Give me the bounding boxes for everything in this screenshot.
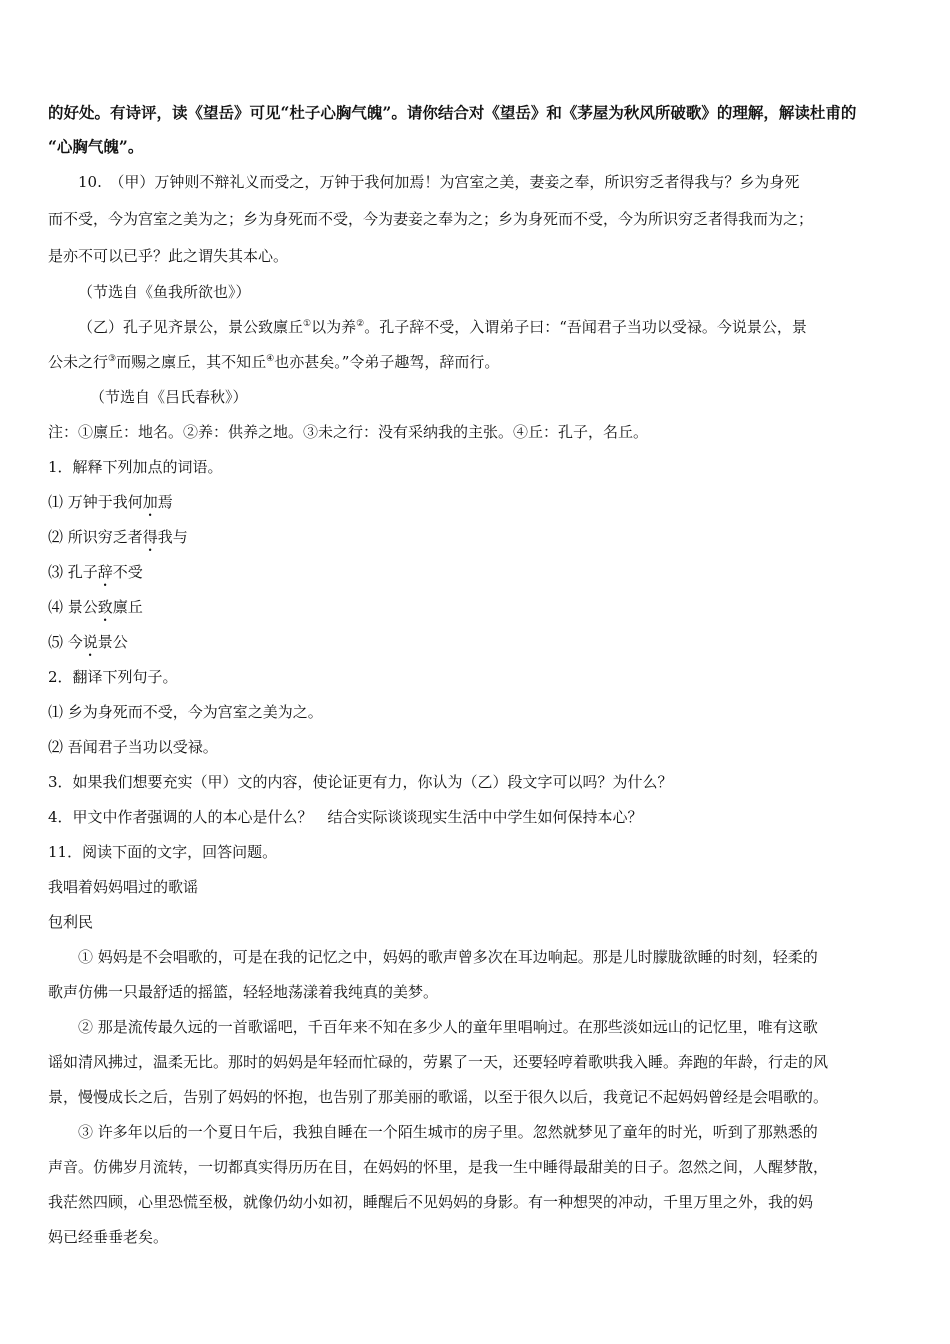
yi-text-a: （乙）孔子见齐景公，景公致廪丘	[78, 318, 304, 336]
q10-q1-item-2	[48, 520, 908, 555]
q10-q1-item-1	[48, 485, 908, 520]
q10-q1-item-4	[48, 590, 908, 625]
item-text: 焉	[157, 493, 173, 511]
q10-jia-line-3: 是亦不可以已乎？此之谓失其本心。	[48, 247, 289, 265]
dotted-word: 得	[142, 528, 158, 546]
footnote-mark-4: ④	[266, 354, 275, 364]
yi-text-c: 。孔子辞不受，入谓弟子曰：“吾闻君子当功以受禄。今说景公，景	[364, 318, 807, 336]
q10-yi-source: （节选自《吕氏春秋》）	[90, 388, 248, 406]
item-text: ⑷ 景公	[48, 598, 98, 616]
article-p2-line-3: 景，慢慢成长之后，告别了妈妈的怀抱，也告别了那美丽的歌谣，以至于很久以后，我竟记不起妈妈曾经是会唱歌的。	[48, 1088, 829, 1106]
item-text: 景公	[97, 633, 128, 651]
footnote-mark-2: ②	[356, 319, 365, 329]
article-title: 我唱着妈妈唱过的歌谣	[48, 878, 199, 896]
item-text: 廪丘	[112, 598, 143, 616]
q10-question-3: 3．如果我们想要充实（甲）文的内容，使论证更有力，你认为（乙）段文字可以吗？为什么？	[48, 773, 673, 791]
q10-q2-item-2: ⑵ 吾闻君子当功以受禄。	[48, 738, 218, 756]
q10-question-2: 2．翻译下列句子。	[48, 668, 178, 686]
q10-question-4: 4．甲文中作者强调的人的本心是什么？ 结合实际谈谈现实生活中中学生如何保持本心？	[48, 808, 643, 826]
article-p2-line-1: ② 那是流传最久远的一首歌谣吧，千百年来不知在多少人的童年里唱响过。在那些淡如远山的记忆里，唯有这歌	[78, 1018, 818, 1036]
item-text: 我与	[157, 528, 188, 546]
footnote-mark-3: ③	[108, 354, 117, 364]
yi-text-d: 公未之行	[48, 353, 109, 371]
q10-jia-line-1: 10. （甲）万钟则不辩礼义而受之，万钟于我何加焉！为宫室之美，妻妾之奉，所识穷乏者得我与？乡为身死	[78, 173, 800, 191]
article-p1-line-1: ① 妈妈是不会唱歌的，可是在我的记忆之中，妈妈的歌声曾多次在耳边响起。那是儿时朦胧欲睡的时刻，轻柔的	[78, 948, 818, 966]
item-text: ⑵ 所识穷乏者	[48, 528, 143, 546]
item-text: ⑴ 万钟于我何	[48, 493, 143, 511]
dotted-word: 说	[82, 633, 98, 651]
article-p1-line-2: 歌声仿佛一只最舒适的摇篮，轻轻地荡漾着我纯真的美梦。	[48, 983, 439, 1001]
q10-q1-item-3	[48, 555, 908, 590]
exam-page	[48, 96, 908, 1255]
q10-question-1: 1．解释下列加点的词语。	[48, 458, 223, 476]
q10-yi-line-1	[48, 310, 908, 345]
q10-yi-line-2	[48, 345, 908, 380]
q10-q2-item-1: ⑴ 乡为身死而不受，今为宫室之美为之。	[48, 703, 323, 721]
article-p3-line-2: 声音。仿佛岁月流转，一切都真实得历历在目，在妈妈的怀里，是我一生中睡得最甜美的日子。忽然之间，人醒梦散，	[48, 1158, 829, 1176]
dotted-word: 辞	[97, 563, 113, 581]
q11-intro: 11．阅读下面的文字，回答问题。	[48, 843, 278, 861]
q10-q1-item-5	[48, 625, 908, 660]
article-p3-line-3: 我茫然四顾，心里恐慌至极，就像仍幼小如初，睡醒后不见妈妈的身影。有一种想哭的冲动，千里万里之外，我的妈	[48, 1193, 814, 1211]
item-text: 不受	[112, 563, 143, 581]
q10-note: 注：①廪丘：地名。②养：供养之地。③未之行：没有采纳我的主张。④丘：孔子，名丘。	[48, 423, 649, 441]
yi-text-f: 也亦甚矣。”令弟子趣驾，辞而行。	[274, 353, 500, 371]
article-p3-line-4: 妈已经垂垂老矣。	[48, 1228, 169, 1246]
dotted-word: 加	[142, 493, 158, 511]
article-p3-line-1: ③ 许多年以后的一个夏日午后，我独自睡在一个陌生城市的房子里。忽然就梦见了童年的时光，听到了那熟悉的	[78, 1123, 818, 1141]
footnote-mark-1: ①	[303, 319, 312, 329]
q9-tail-line-2: “心胸气魄”。	[48, 137, 144, 156]
dotted-word: 致	[97, 598, 113, 616]
article-author: 包利民	[48, 913, 94, 931]
q9-tail-line-1: 的好处。有诗评，读《望岳》可见“杜子心胸气魄”。请你结合对《望岳》和《茅屋为秋风所破歌》的理解，解读杜甫的	[48, 103, 857, 122]
q10-jia-line-2: 而不受，今为宫室之美为之；乡为身死而不受，今为妻妾之奉为之；乡为身死而不受，今为所识穷乏者得我而为之；	[48, 210, 814, 228]
yi-text-e: 而赐之廪丘，其不知丘	[116, 353, 267, 371]
q10-jia-source: （节选自《鱼我所欲也》）	[78, 283, 251, 301]
article-p2-line-2: 谣如清风拂过，温柔无比。那时的妈妈是年轻而忙碌的，劳累了一天，还要轻哼着歌哄我入睡。奔跑的年龄，行走的风	[48, 1053, 829, 1071]
item-text: ⑶ 孔子	[48, 563, 98, 581]
yi-text-b: 以为养	[311, 318, 357, 336]
item-text: ⑸ 今	[48, 633, 83, 651]
